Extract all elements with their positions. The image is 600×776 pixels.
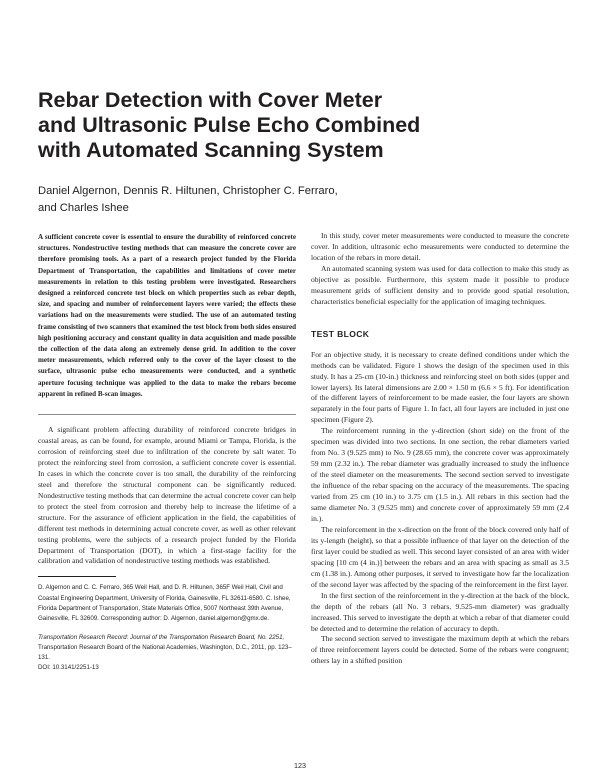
abstract: A sufficient concrete cover is essential to ensure the durability of reinforced concrete structures. Nondestructive testing methods that can measure the concrete cover are therefore promising tools. As a part of a research project funded by the Florida Department of Transportation, the capabilities and limitations of cover meter measurements in relation to this testing problem were investigated. Researchers designed a reinforced concrete test block on which properties such as rebar depth, size, and spacing and number of reinforcement layers were varied; the effects these variations had on the measurements were studied. The use of an automated testing frame consisting of two scanners that examined the test block from both sides ensured high positioning accuracy and constant quality in data acquisition and made possible the collection of the data along an extremely dense grid. In addition to the cover meter measurements, which referred only to the cover of the layer closest to the surface, ultrasonic pulse echo measurements were conducted, and a synthetic aperture focusing technique was applied to the data to make the rebars become apparent in refined B-scan images. [38, 233, 296, 398]
author-list [38, 183, 438, 217]
section-heading: TEST BLOCK [311, 328, 370, 339]
title-line: and Ultrasonic Pulse Echo Combined [38, 113, 421, 137]
body-paragraph: An automated scanning system was used for data collection to make this study as objective as possible. Furthermore, this system made it possible to produce measurement grids of sufficient density and to provide good spatial resolution, characteristics beneficial especially for the application of imaging techniques. [311, 263, 569, 306]
author-line: and Charles Ishee [38, 202, 129, 214]
journal-name: Transportation Research Record: Journal of the Transportation Research Board, No. 2251, [38, 633, 285, 641]
author-line: Daniel Algernon, Dennis R. Hiltunen, Christopher C. Ferraro, [38, 185, 338, 197]
abstract-divider [38, 414, 296, 415]
body-paragraph: The reinforcement running in the y-direction (short side) on the front of the specimen was divided into two sections. In one section, the rebar diameters varied from No. 3 (9.525 mm) to No. 9 (28.65 mm), the concrete cover was approximately 59 mm (2.32 in.). The rebar diameter was gradually increased to study the influence of the steel diameter on the measurements. The second section served to investigate the influence of the rebar spacing on the accuracy of the measurements. The spacing varied from 25 cm (10 in.) to 3.75 cm (1.5 in.). All rebars in this section had the same diameter No. 3 (9.525 mm) and concrete cover of approximately 59 mm (2.4 in.). [311, 426, 569, 523]
journal-citation [38, 633, 296, 663]
paper-title [38, 88, 478, 163]
title-line: with Automated Scanning System [38, 138, 384, 162]
author-affiliations: D. Algernon and C. C. Ferraro, 365 Weil Hall, and D. R. Hiltunen, 365F Weil Hall, Civil and Coastal Engineering Department, University of Florida, Gainesville, FL 32611-6580. C. Ishee, Florida Department of Transportation, State Materials Office, 5007 Northeast 39th Avenue, Gainesville, FL 32609. Corresponding author: D. Algernon, daniel.algernon@gmx.de. [38, 584, 291, 622]
title-line: Rebar Detection with Cover Meter [38, 88, 383, 112]
page-number: 123 [294, 761, 306, 770]
right-column [311, 231, 569, 667]
journal-publisher: Transportation Research Board of the National Academies, Washington, D.C., 2011, pp. 123–131. [38, 643, 292, 661]
left-column [38, 232, 296, 673]
body-paragraph: For an objective study, it is necessary to create defined conditions under which the methods can be validated. Figure 1 shows the design of the specimen used in this study. It has a 25-cm (10-in.) thickness and reinforcing steel on both sides (upper and lower layers). Its lateral dimensions are 2.00 × 1.50 m (6.6 × 5 ft). For identification of the different layers of reinforcement to be made easier, the four layers are shown separately in the four parts of Figure 1. In fact, all four layers are included in just one specimen (Figure 2). [311, 349, 569, 425]
body-paragraph: The reinforcement in the x-direction on the front of the block covered only half of its y-length (height), so that a possible influence of that layer on the detection of the first layer could be studied as well. This second layer consisted of an area with wider spacing [10 cm (4 in.)] between the rebars and an area with spacing as small as 3.5 cm (1.38 in.). Among other purposes, it served to investigate how far the localization of the second layer was affected by the spacing of the reinforcement in the first layer. [311, 524, 569, 589]
body-paragraph: In this study, cover meter measurements were conducted to measure the concrete cover. In addition, ultrasonic echo measurements were conducted to determine the location of the rebars in more detail. [311, 231, 569, 262]
body-paragraph: The second section served to investigate the maximum depth at which the rebars of three reinforcement layers could be detected. Some of the rebars were congruent; others lay in a shifted position [311, 634, 569, 666]
intro-paragraph: A significant problem affecting durability of reinforced concrete bridges in coastal areas, as can be found, for example, around Miami or Tampa, Florida, is the corrosion of reinforcing steel due to infiltration of the concrete by salt water. To protect the reinforcing steel from corrosion, a sufficient concrete cover is essential. In cases in which the concrete cover is too small, the durability of the reinforcing steel and therefore the structural component can be significantly reduced. Nondestructive testing methods that can determine the actual concrete cover can help to protect the steel from corrosion and thereby help to increase the lifetime of a structure. For the assurance of efficient application in the field, the capabilities of different test methods in determining actual concrete cover, as well as other relevant testing problems, were the subjects of a research project funded by the Florida Department of Transportation (DOT), in which a first-stage facility for the calibration and validation of nondestructive testing methods was established. [38, 425, 296, 566]
body-paragraph: In the first section of the reinforcement in the y-direction at the back of the block, the depth of the rebars (all No. 3 rebars, 9.525-mm diameter) was gradually increased. This served to investigate the depth at which a rebar of that diameter could be detected and to determine the relation of accuracy to depth. [311, 590, 569, 633]
doi: DOI: 10.3141/2251-13 [38, 664, 99, 672]
footnote-rule [38, 576, 116, 577]
